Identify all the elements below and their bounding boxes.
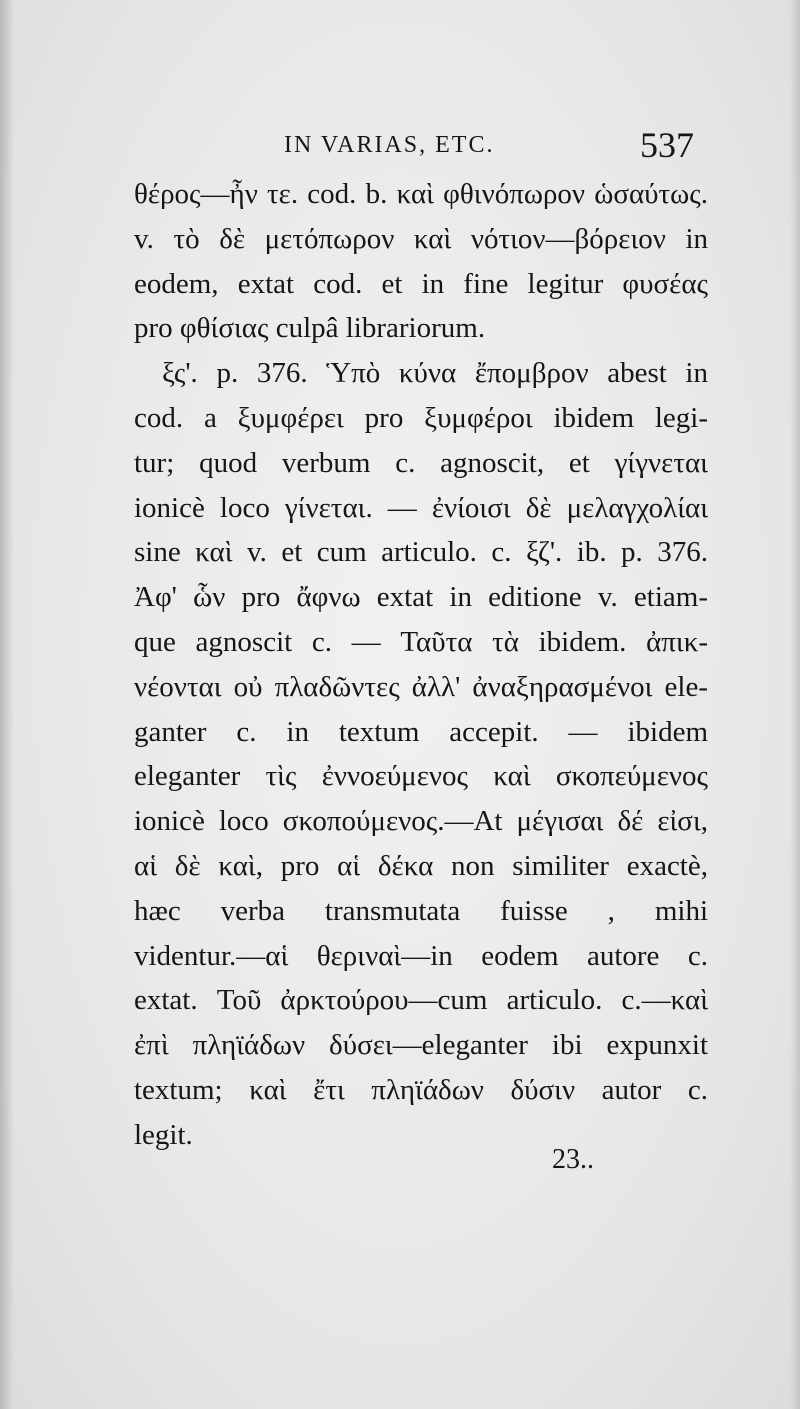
- text-line: textum; καὶ ἔτι πληϊάδων δύσιν autor c.: [134, 1073, 708, 1106]
- text-line: eleganter τὶς ἐννοεύμενος καὶ σκοπεύμενος: [134, 760, 708, 793]
- text-line: Ἀφ' ὧν pro ἄφνω extat in editione v. etiam-: [134, 581, 708, 614]
- text-line: tur; quod verbum c. agnoscit, et γίγνεται: [134, 446, 708, 479]
- text-line: pro φθίσιας culpâ librariorum.: [134, 312, 486, 345]
- text-line: extat. Τοῦ ἀρκτούρου—cum articulo. c.—καὶ: [134, 984, 708, 1017]
- text-line: v. τὸ δὲ μετόπωρον καὶ νότιον—βόρειον in: [134, 222, 708, 255]
- page-left-edge-shadow: [0, 0, 14, 1409]
- page-right-edge-shadow: [790, 0, 800, 1409]
- text-line: ionicè loco γίνεται. — ἐνίοισι δὲ μελαγχολίαι: [134, 491, 708, 524]
- text-line: hæc verba transmutata fuisse , mihi: [134, 894, 708, 927]
- text-line: θέρος—ἦν τε. cod. b. καὶ φθινόπωρον ὡσαύτως.: [134, 178, 708, 210]
- signature-mark: 23..: [552, 1144, 594, 1175]
- text-line: ἐπὶ πληϊάδων δύσει—eleganter ibi expunxit: [134, 1029, 708, 1062]
- text-line: legit.: [134, 1118, 193, 1151]
- body-text: [134, 172, 708, 1158]
- text-line: ganter c. in textum accepit. — ibidem: [134, 715, 708, 748]
- text-line: que agnoscit c. — Ταῦτα τὰ ibidem. ἀπικ-: [134, 625, 708, 658]
- text-line: cod. a ξυμφέρει pro ξυμφέροι ibidem legi-: [134, 401, 708, 434]
- text-line: sine καὶ v. et cum articulo. c. ξζ'. ib. p. 376.: [134, 536, 708, 569]
- text-line: ξς'. p. 376. Ὑπὸ κύνα ἔπομβρον abest in: [162, 357, 708, 390]
- text-line: αἱ δὲ καὶ, pro αἱ δέκα non similiter exactè,: [134, 849, 708, 882]
- text-line: ionicè loco σκοπούμενος.—At μέγισαι δέ εἰσι,: [134, 805, 708, 838]
- page-number: 537: [640, 125, 694, 165]
- text-line: videntur.—αἱ θεριναὶ—in eodem autore c.: [134, 939, 708, 972]
- running-title: IN VARIAS, ETC.: [284, 132, 495, 158]
- text-line: eodem, extat cod. et in fine legitur φυσέας: [134, 267, 708, 300]
- text-line: νέονται οὐ πλαδῶντες ἀλλ' ἀναξηρασμένοι ele-: [134, 670, 708, 703]
